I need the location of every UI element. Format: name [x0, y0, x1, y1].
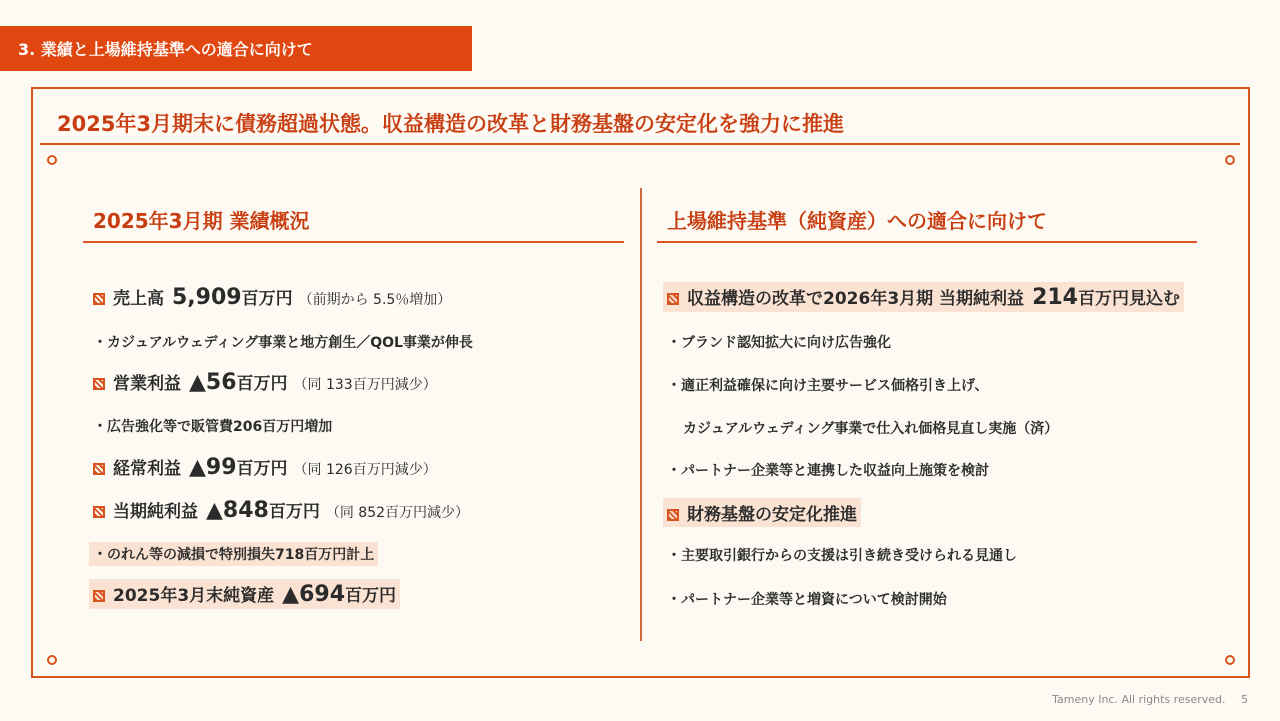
copyright: Tameny Inc. All rights reserved. — [1052, 693, 1226, 706]
net-assets-label: 2025年3月末純資産 — [113, 586, 275, 606]
operating-profit-note: （同 133百万円減少） — [293, 377, 437, 393]
sales-detail: ・カジュアルウェディング事業と地方創生／QOL事業が伸長 — [93, 335, 473, 351]
net-assets-row — [89, 579, 400, 609]
forecast-net-income-value: 214 — [1032, 285, 1078, 310]
square-bullet-icon — [93, 506, 105, 518]
sales-note: （前期から 5.5％増加） — [298, 292, 452, 308]
square-bullet-icon — [667, 293, 679, 305]
financial-base-label: 財務基盤の安定化推進 — [687, 505, 857, 525]
bullet-capital: ・パートナー企業等と増資について検討開始 — [667, 592, 947, 608]
headline-rule — [40, 143, 1240, 145]
page-number: 5 — [1241, 693, 1248, 706]
sales-value: 5,909 — [172, 285, 242, 310]
net-assets-value: ▲694 — [282, 582, 345, 607]
section-tab: 3. 業績と上場維持基準への適合に向けて — [0, 26, 472, 71]
left-title-rule — [83, 241, 624, 243]
operating-profit-row — [93, 369, 437, 395]
sales-row — [93, 284, 451, 310]
ordinary-profit-row — [93, 454, 437, 480]
net-income-value: ▲848 — [206, 498, 269, 523]
operating-profit-label: 営業利益 — [113, 374, 181, 394]
revenue-reform-heading — [663, 282, 1184, 312]
bullet-bank: ・主要取引銀行からの支援は引き続き受けられる見通し — [667, 548, 1017, 564]
square-bullet-icon — [93, 463, 105, 475]
net-income-label: 当期純利益 — [113, 502, 198, 522]
corner-dot-top-left — [47, 155, 57, 165]
square-bullet-icon — [667, 509, 679, 521]
operating-profit-value: ▲56 — [189, 370, 237, 395]
impairment-detail: ・のれん等の減損で特別損失718百万円計上 — [89, 542, 378, 566]
ordinary-profit-label: 経常利益 — [113, 459, 181, 479]
bullet-pricing-cont: カジュアルウェディング事業で仕入れ価格見直し実施（済） — [683, 421, 1059, 437]
operating-profit-unit: 百万円 — [236, 374, 288, 394]
right-title-rule — [657, 241, 1197, 243]
square-bullet-icon — [93, 590, 105, 602]
net-income-note: （同 852百万円減少） — [325, 505, 470, 521]
right-column-title: 上場維持基準（純資産）への適合に向けて — [667, 209, 1047, 233]
forecast-unit: 百万円見込む — [1078, 289, 1180, 309]
square-bullet-icon — [93, 293, 105, 305]
net-income-unit: 百万円 — [268, 502, 320, 522]
ordinary-profit-unit: 百万円 — [236, 459, 288, 479]
column-divider — [640, 188, 642, 641]
bullet-brand: ・ブランド認知拡大に向け広告強化 — [667, 335, 891, 351]
sales-unit: 百万円 — [241, 289, 293, 309]
net-assets-unit: 百万円 — [345, 586, 396, 606]
corner-dot-bottom-left — [47, 655, 57, 665]
page-headline: 2025年3月期末に債務超過状態。収益構造の改革と財務基盤の安定化を強力に推進 — [57, 112, 845, 136]
footer — [1052, 693, 1248, 706]
sales-label: 売上高 — [113, 289, 164, 309]
financial-base-heading — [663, 498, 861, 527]
left-column-title: 2025年3月期 業績概況 — [93, 209, 310, 233]
square-bullet-icon — [93, 378, 105, 390]
ordinary-profit-value: ▲99 — [189, 455, 237, 480]
net-income-row — [93, 497, 469, 523]
bullet-partner: ・パートナー企業等と連携した収益向上施策を検討 — [667, 463, 989, 479]
revenue-reform-label: 収益構造の改革で2026年3月期 当期純利益 — [687, 289, 1025, 309]
corner-dot-bottom-right — [1225, 655, 1235, 665]
ordinary-profit-note: （同 126百万円減少） — [293, 462, 437, 478]
operating-profit-detail: ・広告強化等で販管費206百万円増加 — [93, 419, 333, 435]
bullet-pricing: ・適正利益確保に向け主要サービス価格引き上げ、 — [667, 378, 989, 394]
corner-dot-top-right — [1225, 155, 1235, 165]
